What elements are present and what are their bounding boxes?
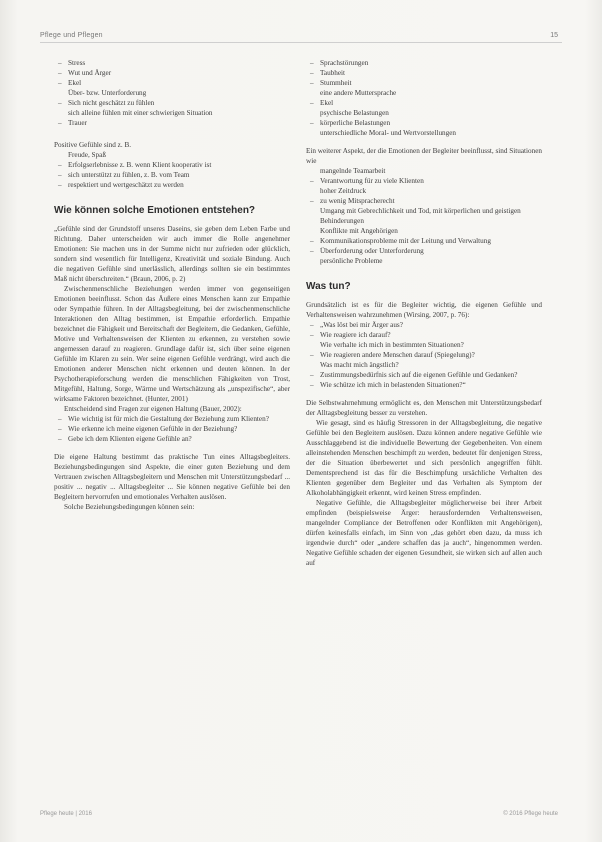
- section-heading: Wie können solche Emotionen entstehen?: [54, 205, 256, 216]
- question-item: – „Was löst bei mir Ärger aus?: [306, 320, 542, 330]
- list-item-continuation: Umgang mit Gebrechlichkeit und Tod, mit körperlichen und geistigen Behinderungen: [320, 207, 521, 225]
- question-item: – Wie reagieren andere Menschen darauf (Spiegelung)?: [306, 350, 542, 360]
- list-item: – Ekel: [54, 78, 290, 88]
- list-item: – Sich nicht geschätzt zu fühlen: [54, 98, 290, 108]
- page-number: 15: [550, 32, 558, 39]
- list-item: – Wie erkenne ich meine eigenen Gefühle in der Beziehung?: [54, 424, 290, 434]
- footer-right: © 2016 Pflege heute: [503, 811, 558, 817]
- list-item: – respektiert und wertgeschätzt zu werden: [54, 180, 290, 190]
- footer-left: Pflege heute | 2016: [40, 811, 92, 817]
- list-item-continuation: eine andere Muttersprache: [320, 89, 397, 97]
- list-item: – Erfolgserlebnisse z. B. wenn Klient kooperativ ist: [54, 160, 290, 170]
- body-paragraph: Wie gesagt, sind es häufig Stressoren in der Alltagsbegleitung, die negative Gefühle bei den Begleitern auslösen. Dazu können andere negative Gefühle wie Ausschlaggebend ist die individuelle Bewertung der Gegebenheiten. Von einem alleinstehenden Menschen beschimpft zu werden, bedeutet für denjenigen Stress, der die Situation überbewertet und sich persönlich angegriffen fühlt. Dementsprechend ist das für die Beschimpfung ursächliche Verhalten des Klienten gegenüber dem Begleiter und das Verhalten als Symptom der Alkoholabhängigkeit erkennt, wird keinen Stress empfinden.: [306, 419, 542, 497]
- header-rule: [40, 42, 562, 43]
- quote-paragraph: „Gefühle sind der Grundstoff unseres Daseins, sie geben dem Leben Farbe und Richtung. Daher unterscheiden wir auch immer die Rolle angenehmer Emotionen: Sie machen uns in der Summe nicht nur zufrieden oder glücklich, sondern sind wesentlich für Intelligenz, Kreativität und soziale Bindung. Auch die negativen Gefühle sind unerlässlich, allerdings sollten sie ein bestimmtes Maß nicht überschreiten.“ (Braun, 2006, p. 2): [54, 225, 290, 283]
- list-item: – sich unterstützt zu fühlen, z. B. vom Team: [54, 170, 290, 180]
- list-item: – zu wenig Mitspracherecht: [306, 196, 542, 206]
- list-item: – körperliche Belastungen: [306, 118, 542, 128]
- running-header-title: Pflege und Pflegen: [40, 32, 103, 39]
- body-paragraph: Die Selbstwahrnehmung ermöglicht es, den Menschen mit Unterstützungsbedarf der Alltagsbegleitung besser zu verstehen.: [306, 399, 542, 417]
- list-item-continuation: sich alleine fühlen mit einer schwierigen Situation: [68, 109, 213, 117]
- question-item: – Zustimmungsbedürfnis sich auf die eigenen Gefühle und Gedanken?: [306, 370, 542, 380]
- question-item-continuation: Wie verhalte ich mich in bestimmten Situationen?: [320, 341, 464, 349]
- list-item-continuation: Freude, Spaß: [68, 151, 106, 159]
- list-item: – Ekel: [306, 98, 542, 108]
- list-item: – Gebe ich dem Klienten eigene Gefühle an?: [54, 434, 290, 444]
- list-item: – Trauer: [54, 118, 290, 128]
- question-item: – Wie schütze ich mich in belastenden Situationen?“: [306, 380, 542, 390]
- list-item: – Stress: [54, 58, 290, 68]
- right-column: [306, 58, 542, 568]
- list-item: – Überforderung oder Unterforderung: [306, 246, 542, 256]
- body-paragraph: Zwischenmenschliche Beziehungen werden immer von gegenseitigen Emotionen beeinflusst. Schon das Äußere eines Menschen kann zur Empathie oder Sympathie führen. In der Alltagsbegleitung, bei der zwischenmenschliche Interaktionen den Alltag bestimmen, ist Empathie erforderlich. Empathie bezeichnet die Fähigkeit und Bereitschaft der Begleitern, die Gedanken, Gefühle, Motive und Verhaltensweisen der Klienten zu erkennen, zu verstehen sowie angemessen darauf zu reagieren. Grundlage dafür ist, sich über seine eigenen Gefühle im Klaren zu sein. Wer seine eigenen Gefühle verdrängt, wird auch die Emotionen anderer Menschen nicht erkennen und deuten können. In der Psychotherapieforschung werden die menschlichen Fähigkeiten von Trost, Mitgefühl, Haltung, Sorge, Wärme und Wertschätzung als „unspezifische“, aber wirksame Faktoren bezeichnet. (Hunter, 2001): [54, 285, 290, 403]
- list-item-continuation: Über- bzw. Unterforderung: [68, 89, 147, 97]
- body-paragraph: Negative Gefühle, die Alltagsbegleiter möglicherweise bei ihrer Arbeit empfinden (beispielsweise Ärger: herausfordernden Verhaltensweisen, mangelnder Compliance der Betroffenen oder Konflikten mit Angehörigen), dürfen keinesfalls einfach, im Sinn von „das gehört eben dazu, da muss ich irgendwie durch“ oder „andere schaffen das ja auch“, hingenommen werden. Negative Gefühle schaden der eigenen Gesundheit, sie wirken sich auf allen auch auf: [306, 499, 542, 567]
- positive-intro: Positive Gefühle sind z. B.: [54, 141, 132, 149]
- body-paragraph: Entscheidend sind Fragen zur eigenen Haltung (Bauer, 2002):: [64, 405, 242, 413]
- list-item-continuation: mangelnde Teamarbeit: [320, 167, 386, 175]
- list-item-continuation: unterschiedliche Moral- und Wertvorstellungen: [320, 129, 457, 137]
- list-item: – Wut und Ärger: [54, 68, 290, 78]
- list-item: – Taubheit: [306, 68, 542, 78]
- list-item: – Sprachstörungen: [306, 58, 542, 68]
- list-item: – Verantwortung für zu viele Klienten: [306, 176, 542, 186]
- list-item: – Wie wichtig ist für mich die Gestaltung der Beziehung zum Klienten?: [54, 414, 290, 424]
- body-paragraph: Grundsätzlich ist es für die Begleiter wichtig, die eigenen Gefühle und Verhaltensweisen wahrzunehmen (Wirsing, 2007, p. 76):: [306, 301, 542, 319]
- body-paragraph: Die eigene Haltung bestimmt das praktische Tun eines Alltagsbegleiters. Beziehungsbedingungen sind Aspekte, die einer guten Beziehung und dem Vertrauen zwischen Alltagsbegleitern und Menschen mit Unterstützungsbedarf ... positiv ... negativ ... Alltagsbegleiter ... Sie können negative Gefühle bei den Begleitern hervorrufen und emotionales Verhalten auslösen.: [54, 453, 290, 501]
- list-item-continuation: persönliche Probleme: [320, 257, 383, 265]
- question-item: – Wie reagiere ich darauf?: [306, 330, 542, 340]
- list-item-continuation: psychische Belastungen: [320, 109, 389, 117]
- list-item: – Stummheit: [306, 78, 542, 88]
- list-item: – Kommunikationsprobleme mit der Leitung und Verwaltung: [306, 236, 542, 246]
- list-item-continuation: hoher Zeitdruck: [320, 187, 367, 195]
- body-paragraph: Ein weiterer Aspekt, der die Emotionen der Begleiter beeinflusst, sind Situationen wie: [306, 147, 542, 165]
- question-item-continuation: Was macht mich ängstlich?: [320, 361, 399, 369]
- left-column: [54, 58, 290, 512]
- section-heading: Was tun?: [306, 281, 351, 292]
- body-paragraph: Solche Beziehungsbedingungen können sein:: [64, 503, 195, 511]
- list-item-continuation: Konflikte mit Angehörigen: [320, 227, 398, 235]
